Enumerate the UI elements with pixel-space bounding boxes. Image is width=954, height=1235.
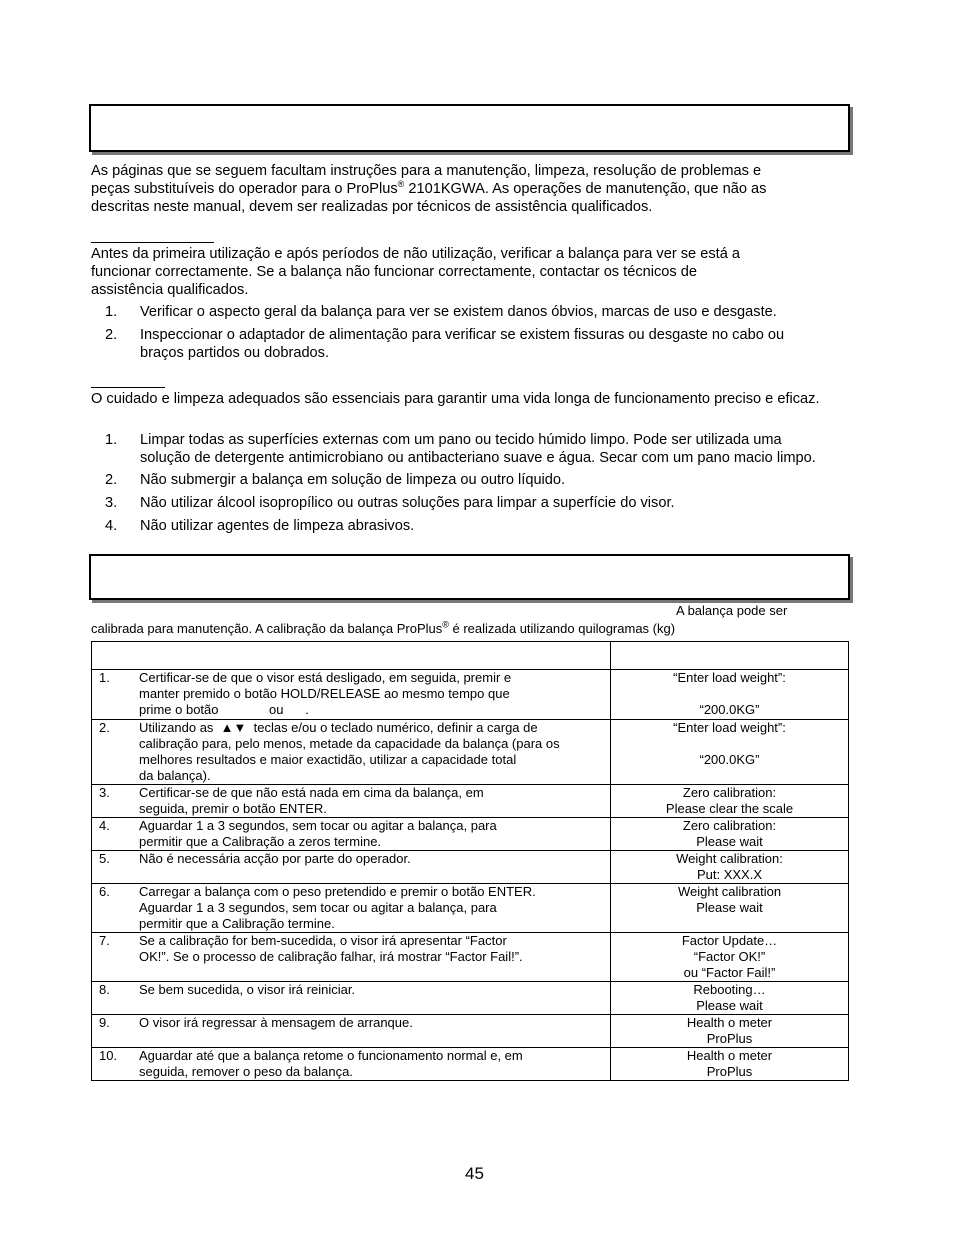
display-message-line: “Factor OK!” — [693, 949, 766, 964]
step-number: 1. — [99, 670, 110, 685]
step-instruction-cell — [139, 785, 611, 818]
display-message-cell — [611, 982, 849, 1015]
step-instruction-line: Utilizando as ▲▼ teclas e/ou o teclado numérico, definir a carga de — [139, 720, 538, 735]
intro-line-1: As páginas que se seguem facultam instruções para a manutenção, limpeza, resolução de problemas e — [91, 163, 762, 179]
table-header-row — [92, 642, 849, 670]
calibration-table — [91, 641, 849, 1081]
calibration-intro-right: A balança pode ser — [676, 603, 788, 618]
step-instruction-cell — [139, 1048, 611, 1081]
display-message-line: Health o meter — [686, 1048, 773, 1063]
display-message-line: ProPlus — [706, 1031, 753, 1046]
step-instruction-cell — [139, 670, 611, 720]
step-number-cell — [92, 1048, 140, 1081]
cleaning-item-1-num: 1. — [105, 432, 118, 448]
step-instruction-line: da balança). — [139, 768, 211, 783]
step-instruction-cell — [139, 1015, 611, 1048]
display-message-line — [611, 686, 848, 702]
step-instruction-line: O visor irá regressar à mensagem de arranque. — [139, 1015, 413, 1030]
step-number-cell — [92, 818, 140, 851]
step-number-cell — [92, 785, 140, 818]
step-number-cell — [92, 884, 140, 933]
table-row — [92, 884, 849, 933]
display-message-cell — [611, 884, 849, 933]
step-instruction-line: Se a calibração for bem-sucedida, o visor irá apresentar “Factor — [139, 933, 507, 948]
inspection-item-1-num: 1. — [105, 304, 118, 320]
display-message-cell — [611, 1015, 849, 1048]
table-row — [92, 1015, 849, 1048]
inspection-item-2-num: 2. — [105, 327, 118, 343]
display-message-line: Put: XXX.X — [696, 867, 763, 882]
display-message-line: “200.0KG” — [699, 702, 760, 717]
table-row — [92, 982, 849, 1015]
step-instruction-cell — [139, 884, 611, 933]
table-row — [92, 933, 849, 982]
step-instruction-line: Aguardar até que a balança retome o funcionamento normal e, em — [139, 1048, 523, 1063]
calibration-intro-line-2a: calibrada para manutenção. A calibração da balança ProPlus — [91, 621, 443, 636]
display-message-line: ou “Factor Fail!” — [683, 965, 776, 980]
step-number: 8. — [99, 982, 110, 997]
step-instruction-cell — [139, 818, 611, 851]
display-message-line: Health o meter — [686, 1015, 773, 1030]
section-header-box-maintenance — [89, 104, 850, 152]
cleaning-item-2-text: Não submergir a balança em solução de limpeza ou outro líquido. — [140, 472, 566, 488]
cleaning-item-1-text-b: solução de detergente antimicrobiano ou antibacteriano suave e água. Secar com um pano macio limpo. — [140, 450, 816, 466]
step-number: 10. — [99, 1048, 118, 1063]
calibration-intro-line-2 — [91, 621, 675, 637]
table-header-cell-step — [92, 642, 611, 670]
step-number-cell — [92, 851, 140, 884]
table-row — [92, 818, 849, 851]
step-instruction-line: calibração para, pelo menos, metade da capacidade da balança (para os — [139, 736, 560, 751]
step-number-cell — [92, 933, 140, 982]
step-instruction-line: Carregar a balança com o peso pretendido e premir o botão ENTER. — [139, 884, 536, 899]
step-number: 7. — [99, 933, 110, 948]
step-instruction-line: manter premido o botão HOLD/RELEASE ao mesmo tempo que — [139, 686, 510, 701]
calibration-intro-line-2b: é realizada utilizando quilogramas (kg) — [448, 621, 676, 636]
display-message-cell — [611, 720, 849, 785]
cleaning-item-2-num: 2. — [105, 472, 118, 488]
step-instruction-line: melhores resultados e maior exactidão, utilizar a capacidade total — [139, 752, 517, 767]
table-header-cell-display — [611, 642, 849, 670]
display-message-cell — [611, 785, 849, 818]
step-number: 6. — [99, 884, 110, 899]
subheading-rule-cleaning — [91, 387, 165, 388]
display-message-line — [611, 736, 848, 752]
display-message-cell — [611, 933, 849, 982]
display-message-line: Factor Update… — [681, 933, 778, 948]
inspection-line-3: assistência qualificados. — [91, 282, 249, 298]
cleaning-item-4-num: 4. — [105, 518, 118, 534]
inspection-item-2-text-a: Inspeccionar o adaptador de alimentação para verificar se existem fissuras ou desgaste no cabo ou — [140, 327, 785, 343]
table-row — [92, 851, 849, 884]
step-number: 2. — [99, 720, 110, 735]
display-message-line: Weight calibration: — [676, 851, 783, 866]
step-instruction-line: prime o botão ou . — [139, 702, 309, 717]
step-instruction-line: Não é necessária acção por parte do operador. — [139, 851, 411, 866]
step-instruction-line: OK!”. Se o processo de calibração falhar, irá mostrar “Factor Fail!”. — [139, 949, 523, 964]
step-number: 4. — [99, 818, 110, 833]
step-instruction-cell — [139, 720, 611, 785]
display-message-line: Please wait — [696, 998, 763, 1013]
step-instruction-line: permitir que a Calibração a zeros termine. — [139, 834, 382, 849]
step-instruction-line: Se bem sucedida, o visor irá reiniciar. — [139, 982, 356, 997]
step-instruction-line: Aguardar 1 a 3 segundos, sem tocar ou agitar a balança, para — [139, 818, 497, 833]
cleaning-item-3-num: 3. — [105, 495, 118, 511]
step-number-cell — [92, 670, 140, 720]
intro-line-3: descritas neste manual, devem ser realizadas por técnicos de assistência qualificados. — [91, 199, 653, 215]
step-instruction-line: permitir que a Calibração termine. — [139, 916, 335, 931]
display-message-line: Weight calibration — [677, 884, 782, 899]
cleaning-intro: O cuidado e limpeza adequados são essenciais para garantir uma vida longa de funcionamento preciso e eficaz. — [91, 391, 820, 407]
step-instruction-line: Certificar-se de que o visor está desligado, em seguida, premir e — [139, 670, 512, 685]
step-number: 5. — [99, 851, 110, 866]
step-number-cell — [92, 1015, 140, 1048]
display-message-cell — [611, 1048, 849, 1081]
registered-mark: ® — [442, 619, 449, 630]
intro-line-2a: peças substituíveis do operador para o ProPlus — [91, 181, 398, 197]
table-row — [92, 785, 849, 818]
display-message-line: Please clear the scale — [665, 801, 794, 816]
cleaning-item-4-text: Não utilizar agentes de limpeza abrasivos. — [140, 518, 415, 534]
display-message-line: ProPlus — [706, 1064, 753, 1079]
step-number-cell — [92, 720, 140, 785]
step-number-cell — [92, 982, 140, 1015]
display-message-cell — [611, 851, 849, 884]
step-number: 9. — [99, 1015, 110, 1030]
display-message-line: “200.0KG” — [699, 752, 760, 767]
inspection-line-2: funcionar correctamente. Se a balança não funcionar correctamente, contactar os técnicos de — [91, 264, 697, 280]
table-row — [92, 1048, 849, 1081]
inspection-line-1: Antes da primeira utilização e após períodos de não utilização, verificar a balança para ver se está a — [91, 246, 740, 262]
display-message-cell — [611, 670, 849, 720]
step-number: 3. — [99, 785, 110, 800]
table-row — [92, 670, 849, 720]
step-instruction-cell — [139, 982, 611, 1015]
step-instruction-cell — [139, 933, 611, 982]
step-instruction-line: Aguardar 1 a 3 segundos, sem tocar ou agitar a balança, para — [139, 900, 497, 915]
display-message-line: “Enter load weight”: — [673, 720, 786, 735]
display-message-line: Rebooting… — [693, 982, 766, 997]
display-message-line: “Enter load weight”: — [673, 670, 786, 685]
registered-mark: ® — [397, 179, 405, 190]
display-message-line: Zero calibration: — [682, 785, 777, 800]
step-instruction-line: seguida, premir o botão ENTER. — [139, 801, 327, 816]
cleaning-item-3-text: Não utilizar álcool isopropílico ou outras soluções para limpar a superfície do visor. — [140, 495, 675, 511]
table-row — [92, 720, 849, 785]
intro-line-2b: 2101KGWA. As operações de manutenção, que não as — [404, 181, 767, 197]
step-instruction-cell — [139, 851, 611, 884]
section-header-box-calibration — [89, 554, 850, 600]
page-number: 45 — [465, 1164, 484, 1183]
display-message-line: Zero calibration: — [682, 818, 777, 833]
step-instruction-line: seguida, remover o peso da balança. — [139, 1064, 353, 1079]
intro-line-2 — [91, 180, 766, 198]
display-message-line: Please wait — [696, 900, 763, 915]
display-message-cell — [611, 818, 849, 851]
inspection-item-1-text: Verificar o aspecto geral da balança para ver se existem danos óbvios, marcas de uso e desgaste. — [140, 304, 777, 320]
inspection-item-2-text-b: braços partidos ou dobrados. — [140, 345, 330, 361]
subheading-rule-inspection — [91, 242, 214, 243]
step-instruction-line: Certificar-se de que não está nada em cima da balança, em — [139, 785, 484, 800]
cleaning-item-1-text-a: Limpar todas as superfícies externas com um pano ou tecido húmido limpo. Pode ser utilizada uma — [140, 432, 782, 448]
display-message-line: Please wait — [696, 834, 763, 849]
